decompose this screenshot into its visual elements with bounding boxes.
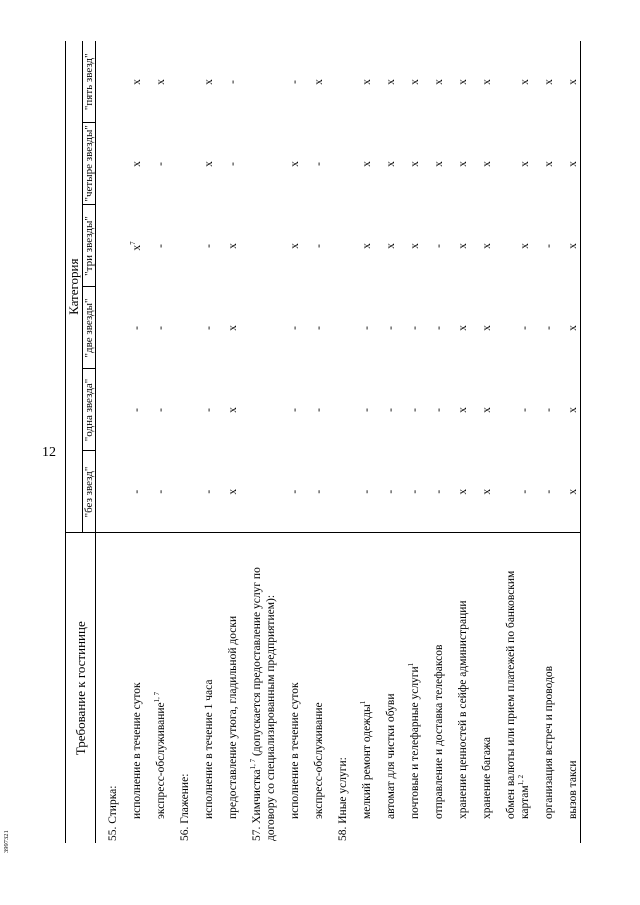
category-mark: x bbox=[556, 451, 581, 533]
category-mark: x bbox=[481, 243, 493, 249]
category-mark bbox=[168, 123, 192, 205]
requirement-text: 58. Иные услуги: bbox=[337, 757, 349, 841]
requirement-cell bbox=[302, 533, 326, 843]
category-column-header: "две звезды" bbox=[83, 287, 96, 369]
category-mark bbox=[240, 41, 278, 123]
requirement-cell bbox=[168, 533, 192, 843]
requirement-text: вызов такси bbox=[567, 760, 579, 819]
category-mark: - bbox=[433, 489, 445, 494]
category-mark: - bbox=[361, 326, 373, 330]
rotated-table-container bbox=[65, 43, 579, 843]
category-mark: - bbox=[385, 408, 397, 412]
category-mark: - bbox=[313, 326, 325, 330]
category-column-header: "четыре звезды" bbox=[83, 123, 96, 205]
footnote-marker: 1, 7 bbox=[249, 758, 258, 770]
category-mark: - bbox=[433, 244, 445, 248]
category-mark bbox=[326, 41, 350, 123]
category-mark: x bbox=[543, 161, 555, 167]
category-mark: - bbox=[155, 162, 167, 166]
category-mark: x bbox=[543, 79, 555, 85]
category-mark: x bbox=[227, 243, 239, 249]
requirement-text: хранение багажа bbox=[481, 737, 493, 819]
category-mark: x bbox=[227, 407, 239, 413]
category-mark: x bbox=[203, 161, 215, 167]
requirement-text: 56. Глажение: bbox=[179, 773, 191, 841]
requirement-cell bbox=[326, 533, 350, 843]
category-mark: x bbox=[313, 79, 325, 85]
category-mark: x bbox=[519, 243, 531, 249]
category-mark bbox=[326, 123, 350, 205]
category-column-header: "одна звезда" bbox=[83, 369, 96, 451]
requirement-cell bbox=[240, 533, 278, 843]
category-mark bbox=[168, 41, 192, 123]
category-mark: - bbox=[155, 489, 167, 494]
category-mark: - bbox=[313, 244, 325, 248]
category-mark: - bbox=[313, 489, 325, 494]
requirement-column-header: Требование к гостинице bbox=[66, 533, 96, 843]
category-mark: - bbox=[519, 489, 531, 494]
table-row bbox=[494, 41, 532, 843]
requirement-cell bbox=[192, 533, 216, 843]
requirement-text: хранение ценностей в сейфе администрации bbox=[457, 600, 469, 819]
category-mark: - bbox=[543, 326, 555, 330]
requirement-cell bbox=[446, 533, 470, 843]
category-mark: - bbox=[409, 408, 421, 412]
category-mark: x bbox=[519, 79, 531, 85]
footnote-marker: 1, 7 bbox=[153, 691, 162, 703]
table-row bbox=[326, 41, 350, 843]
category-mark: - bbox=[289, 408, 301, 412]
category-mark: - bbox=[543, 408, 555, 412]
category-mark: x bbox=[203, 79, 215, 85]
category-mark: x bbox=[481, 488, 493, 495]
table-row bbox=[96, 41, 121, 843]
footnote-marker: 1, 2 bbox=[517, 774, 526, 786]
table-row bbox=[240, 41, 278, 843]
requirement-text: исполнение в течение суток bbox=[289, 682, 301, 819]
category-mark: x bbox=[481, 161, 493, 167]
category-mark: x bbox=[361, 79, 373, 85]
requirement-text: 55. Стирка: bbox=[107, 785, 119, 841]
category-mark: - bbox=[227, 80, 239, 84]
table-row bbox=[120, 41, 144, 843]
category-mark bbox=[168, 287, 192, 369]
category-mark: x bbox=[433, 79, 445, 85]
table-row bbox=[192, 41, 216, 843]
category-mark bbox=[96, 41, 121, 123]
requirement-cell bbox=[350, 533, 374, 843]
category-mark: x bbox=[385, 79, 397, 85]
category-mark: - bbox=[433, 408, 445, 412]
footnote-marker: 7 bbox=[129, 241, 138, 245]
requirement-text: обмен валюты или прием платежей по банковским картам bbox=[505, 570, 531, 819]
category-mark bbox=[326, 287, 350, 369]
category-mark: - bbox=[543, 244, 555, 248]
category-mark: - bbox=[519, 408, 531, 412]
category-mark: - bbox=[433, 326, 445, 330]
category-mark: - bbox=[361, 489, 373, 494]
requirement-cell bbox=[556, 533, 581, 843]
category-mark: x bbox=[409, 161, 421, 167]
requirement-text: экспресс-обслуживание bbox=[313, 702, 325, 819]
category-mark: x bbox=[131, 79, 143, 85]
footnote-marker: 1 bbox=[359, 700, 368, 705]
category-mark: - bbox=[361, 408, 373, 412]
category-mark: - bbox=[289, 80, 301, 84]
category-mark: x bbox=[385, 243, 397, 249]
category-mark: - bbox=[203, 489, 215, 494]
category-mark: - bbox=[385, 489, 397, 494]
table-row bbox=[168, 41, 192, 843]
category-mark: - bbox=[313, 162, 325, 166]
category-mark: - bbox=[385, 326, 397, 330]
category-mark: - bbox=[289, 489, 301, 494]
category-mark bbox=[326, 205, 350, 287]
category-mark: - bbox=[203, 326, 215, 330]
category-mark bbox=[168, 205, 192, 287]
requirement-cell bbox=[120, 533, 144, 843]
category-mark bbox=[96, 451, 121, 533]
table-row bbox=[302, 41, 326, 843]
category-mark: x bbox=[519, 161, 531, 167]
requirement-text: исполнение в течение суток bbox=[131, 682, 143, 819]
category-mark: x bbox=[385, 161, 397, 167]
category-mark bbox=[96, 287, 121, 369]
requirement-text: отправление и доставка телефаксов bbox=[433, 644, 445, 819]
requirement-text: почтовые и телефарные услуги bbox=[409, 666, 421, 819]
category-mark: x bbox=[289, 161, 301, 167]
requirement-text: автомат для чистки обуви bbox=[385, 693, 397, 819]
category-mark: - bbox=[203, 408, 215, 412]
table-row bbox=[446, 41, 470, 843]
category-mark: x bbox=[457, 79, 469, 85]
requirement-cell bbox=[144, 533, 168, 843]
category-mark: x bbox=[289, 243, 301, 249]
category-mark bbox=[240, 369, 278, 451]
category-column-header: "пять звезд" bbox=[83, 41, 96, 123]
table-row bbox=[556, 41, 581, 843]
category-mark: x bbox=[361, 243, 373, 249]
category-mark bbox=[240, 123, 278, 205]
category-mark: x bbox=[457, 243, 469, 249]
category-mark: x bbox=[227, 488, 239, 495]
category-mark: x bbox=[457, 161, 469, 167]
category-mark: x bbox=[457, 488, 469, 495]
category-mark: - bbox=[203, 244, 215, 248]
category-mark: x bbox=[457, 325, 469, 331]
category-mark bbox=[168, 369, 192, 451]
document-code: 3997321 bbox=[3, 830, 10, 853]
category-mark: x bbox=[481, 407, 493, 413]
footnote-marker: 1 bbox=[407, 662, 416, 667]
category-mark: x bbox=[481, 79, 493, 85]
requirement-cell bbox=[494, 533, 532, 843]
requirement-cell bbox=[422, 533, 446, 843]
category-mark: - bbox=[155, 408, 167, 412]
category-mark: x bbox=[556, 123, 581, 205]
requirement-text: 57. Химчистка bbox=[251, 769, 263, 841]
requirement-text-continued: (допускается предоставление услуг по договору со специализированным предприятием): bbox=[251, 567, 277, 841]
category-mark: - bbox=[131, 408, 143, 412]
category-mark: - bbox=[313, 408, 325, 412]
category-column-header: "три звезды" bbox=[83, 205, 96, 287]
category-mark: - bbox=[131, 326, 143, 330]
category-mark: - bbox=[519, 326, 531, 330]
category-mark: x bbox=[556, 41, 581, 123]
category-mark: - bbox=[543, 489, 555, 494]
category-mark: - bbox=[155, 326, 167, 330]
table-row bbox=[470, 41, 494, 843]
requirement-cell bbox=[96, 533, 121, 843]
table-row bbox=[278, 41, 302, 843]
category-mark bbox=[168, 451, 192, 533]
requirement-cell bbox=[374, 533, 398, 843]
category-mark: $x^7$ bbox=[129, 241, 143, 251]
category-mark bbox=[240, 287, 278, 369]
requirement-text: экспресс-обслуживание bbox=[155, 702, 167, 819]
category-mark: x bbox=[457, 407, 469, 413]
category-mark: - bbox=[227, 162, 239, 166]
table-body bbox=[96, 41, 581, 843]
category-column-header: "без звезд" bbox=[83, 451, 96, 533]
category-mark: x bbox=[227, 325, 239, 331]
table-row bbox=[532, 41, 556, 843]
requirement-cell bbox=[470, 533, 494, 843]
category-mark: x bbox=[131, 161, 143, 167]
category-mark bbox=[326, 451, 350, 533]
table-row bbox=[216, 41, 240, 843]
category-mark: x bbox=[556, 205, 581, 287]
requirement-text: исполнение в течение 1 часа bbox=[203, 679, 215, 819]
category-mark bbox=[96, 123, 121, 205]
requirement-cell bbox=[532, 533, 556, 843]
category-header: Категория bbox=[66, 41, 83, 533]
page-number: 12 bbox=[42, 445, 56, 460]
category-mark: x bbox=[556, 287, 581, 369]
category-mark bbox=[96, 205, 121, 287]
table-row bbox=[398, 41, 422, 843]
hotel-requirements-table bbox=[65, 41, 581, 843]
category-mark: x bbox=[409, 243, 421, 249]
category-mark: x bbox=[481, 325, 493, 331]
category-mark: x bbox=[155, 79, 167, 85]
category-mark: x bbox=[409, 79, 421, 85]
category-mark: - bbox=[289, 326, 301, 330]
category-mark: - bbox=[131, 489, 143, 494]
requirement-cell bbox=[398, 533, 422, 843]
category-mark: x bbox=[361, 161, 373, 167]
category-mark: - bbox=[409, 326, 421, 330]
table-row bbox=[422, 41, 446, 843]
category-mark bbox=[240, 451, 278, 533]
requirement-text: организация встреч и проводов bbox=[543, 665, 555, 819]
requirement-cell bbox=[216, 533, 240, 843]
table-row bbox=[374, 41, 398, 843]
category-mark: x bbox=[556, 369, 581, 451]
category-mark bbox=[240, 205, 278, 287]
table-row bbox=[144, 41, 168, 843]
category-mark bbox=[96, 369, 121, 451]
category-mark: - bbox=[409, 489, 421, 494]
requirement-text: предоставление утюга, гладильной доски bbox=[227, 615, 239, 819]
requirement-text: мелкий ремонт одежды bbox=[361, 704, 373, 819]
category-mark: - bbox=[155, 244, 167, 248]
table-row bbox=[350, 41, 374, 843]
category-mark: x bbox=[433, 161, 445, 167]
requirement-cell bbox=[278, 533, 302, 843]
category-mark bbox=[326, 369, 350, 451]
